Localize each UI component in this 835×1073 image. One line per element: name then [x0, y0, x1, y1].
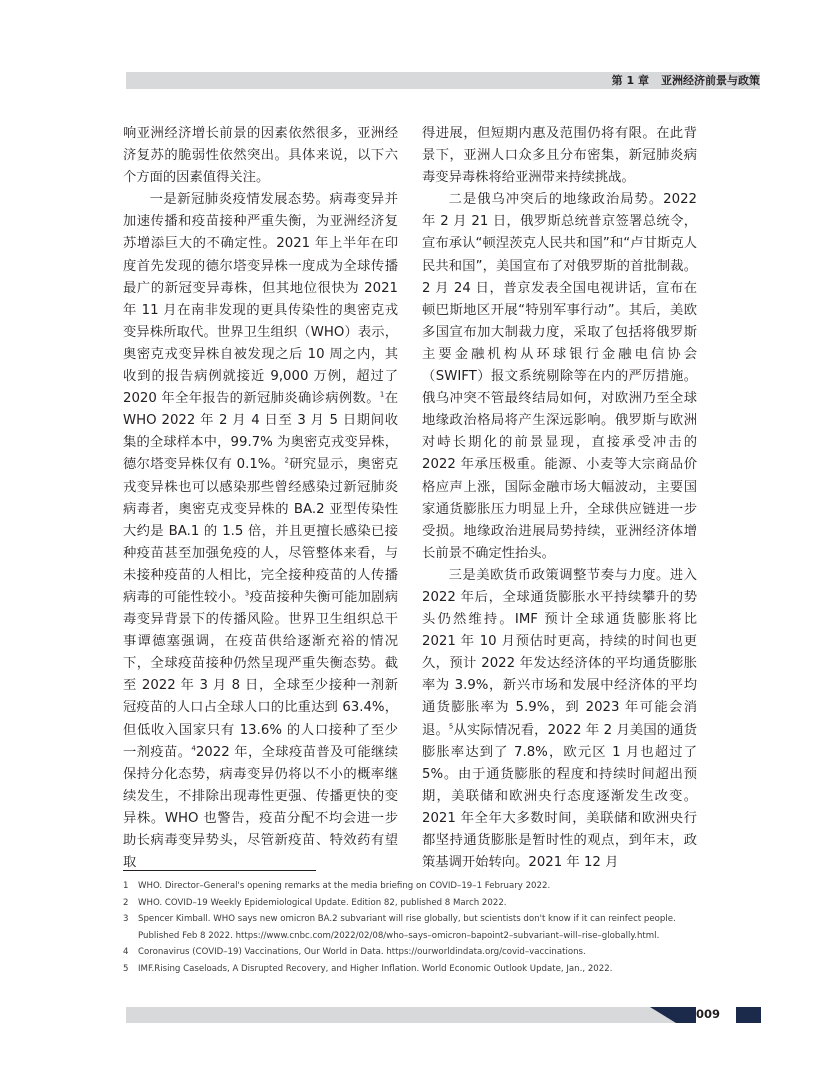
- footer-accent-triangle: [650, 1007, 696, 1023]
- chapter-label: 第 1 章: [611, 74, 649, 87]
- paragraph: 三是美欧货币政策调整节奏与力度。进入 2022 年后，全球通货膨胀水平持续攀升的势头仍然维持。IMF 预计全球通货膨胀将比 2021 年 10 月预估时更高，持续的时间也更久，预计 2022 年发达经济体的平均通货膨胀率为 3.9%，新兴市场和发展中经济体的平均通货膨胀率为 5.9%，到 2023 年可能会消退。$^5$从实际情况看，2022 年 2 月美国的通货膨胀率达到了 7.8%，欧元区 1 月也超过了 5%。由于通货膨胀的程度和持续时间超出预期，美联储和欧洲央行态度逐渐发生改变。2021 年全年大多数时间，美联储和欧洲央行都坚持通货膨胀是暂时性的观点，到年末，政策基调开始转向。2021 年 12 月: [422, 567, 697, 871]
- footnote: 1 WHO. Director–General's opening remarks at the media briefing on COVID–19–1 February 2022.: [123, 881, 551, 891]
- paragraph: 一是新冠肺炎疫情发展态势。病毒变异并加速传播和疫苗接种严重失衡，为亚洲经济复苏增添巨大的不确定性。2021 年上半年在印度首先发现的德尔塔变异株一度成为全球传播最广的新冠变异毒株，但其地位很快为 2021 年 11 月在南非发现的更具传染性的奥密克戎变异株所取代。世界卫生组织（WHO）表示，奥密克戎变异株自被发现之后 10 周之内，其收到的报告病例就接近 9,000 万例，超过了 2020 年全年报告的新冠肺炎确诊病例数。$^1$在 WHO 2022 年 2 月 4 日至 3 月 5 日期间收集的全球样本中，99.7% 为奥密克戎变异株，德尔塔变异株仅有 0.1%。$^2$研究显示，奥密克戎变异株也可以感染那些曾经感染过新冠肺炎病毒者，奥密克戎变异株的 BA.2 亚型传染性大约是 BA.1 的 1.5 倍，并且更擅长感染已接种疫苗甚至加强免疫的人，尽管整体来看，与未接种疫苗的人相比，完全接种疫苗的人传播病毒的可能性较小。$^3$疫苗接种失衡可能加剧病毒变异背景下的传播风险。世界卫生组织总干事谭德塞强调，在疫苗供给逐渐充裕的情况下，全球疫苗接种仍然呈现严重失衡态势。截至 2022 年 3 月 8 日，全球至少接种一剂新冠疫苗的人口占全球人口的比重达到 63.4%，但低收入国家只有 13.6% 的人口接种了至少一剂疫苗。$^4$2022 年，全球疫苗普及可能继续保持分化态势，病毒变异仍将以不小的概率继续发生，不排除出现毒性更强、传播更快的变异株。WHO 也警告，疫苗分配不均会进一步助长病毒变异势头，尽管新疫苗、特效药有望取: [123, 192, 399, 871]
- footnotes: [123, 878, 703, 978]
- footnote: 4 Coronavirus (COVID–19) Vaccinations, Our World in Data. https://ourworldindata.org/covid–vaccinations.: [123, 947, 586, 958]
- footnote-divider: [123, 870, 316, 871]
- footnote-ref: 2: [284, 456, 289, 465]
- left-column: [123, 123, 398, 874]
- running-header: [612, 73, 760, 88]
- footnote-ref: 5: [448, 722, 454, 731]
- right-column: [422, 123, 697, 874]
- footnote: 3 Spencer Kimball. WHO says new omicron BA.2 subvariant will rise globally, but scientists don't know if it can reinfect people.: [123, 914, 676, 925]
- footnote-continuation: Published Feb 8 2022. https://www.cnbc.com/2022/02/08/who–says–omicron–bapoint2–subvariant–will–rise–globally.html.: [138, 930, 660, 941]
- footer-bar: [126, 1007, 696, 1023]
- page-number: 009: [696, 1006, 736, 1023]
- footnote-ref: 4: [191, 744, 196, 753]
- paragraph: 响亚洲经济增长前景的因素依然很多，亚洲经济复苏的脆弱性依然突出。具体来说，以下六个方面的因素值得关注。: [123, 126, 398, 186]
- footnote-ref: 3: [244, 589, 250, 598]
- footnote: 5 IMF.Rising Caseloads, A Disrupted Recovery, and Higher Inflation. World Economic Outlook Update, Jan., 2022.: [123, 963, 613, 974]
- footnote-ref: 1: [379, 390, 385, 399]
- chapter-title: 亚洲经济前景与政策: [661, 74, 760, 87]
- paragraph: 得进展，但短期内惠及范围仍将有限。在此背景下，亚洲人口众多且分布密集，新冠肺炎病毒变异毒株将给亚洲带来持续挑战。: [422, 126, 697, 186]
- paragraph: 二是俄乌冲突后的地缘政治局势。2022 年 2 月 21 日，俄罗斯总统普京签署总统令，宣布承认“顿涅茨克人民共和国”和“卢甘斯克人民共和国”，美国宣布了对俄罗斯的首批制裁。2 月 24 日，普京发表全国电视讲话，宣布在顿巴斯地区开展“特别军事行动”。其后，美欧多国宣布加大制裁力度，采取了包括将俄罗斯主要金融机构从环球银行金融电信协会（SWIFT）报文系统剔除等在内的严厉措施。俄乌冲突不管最终结局如何，对欧洲乃至全球地缘政治格局将产生深远影响。俄罗斯与欧洲对峙长期化的前景显现，直接承受冲击的 2022 年承压极重。能源、小麦等大宗商品价格应声上涨，国际金融市场大幅波动，主要国家通货膨胀压力明显上升，全球供应链进一步受损。地缘政治进展局势持续，亚洲经济体增长前景不确定性抬头。: [422, 192, 697, 561]
- footnote: 2 WHO. COVID–19 Weekly Epidemiological Update. Edition 82, published 8 March 2022.: [123, 897, 507, 908]
